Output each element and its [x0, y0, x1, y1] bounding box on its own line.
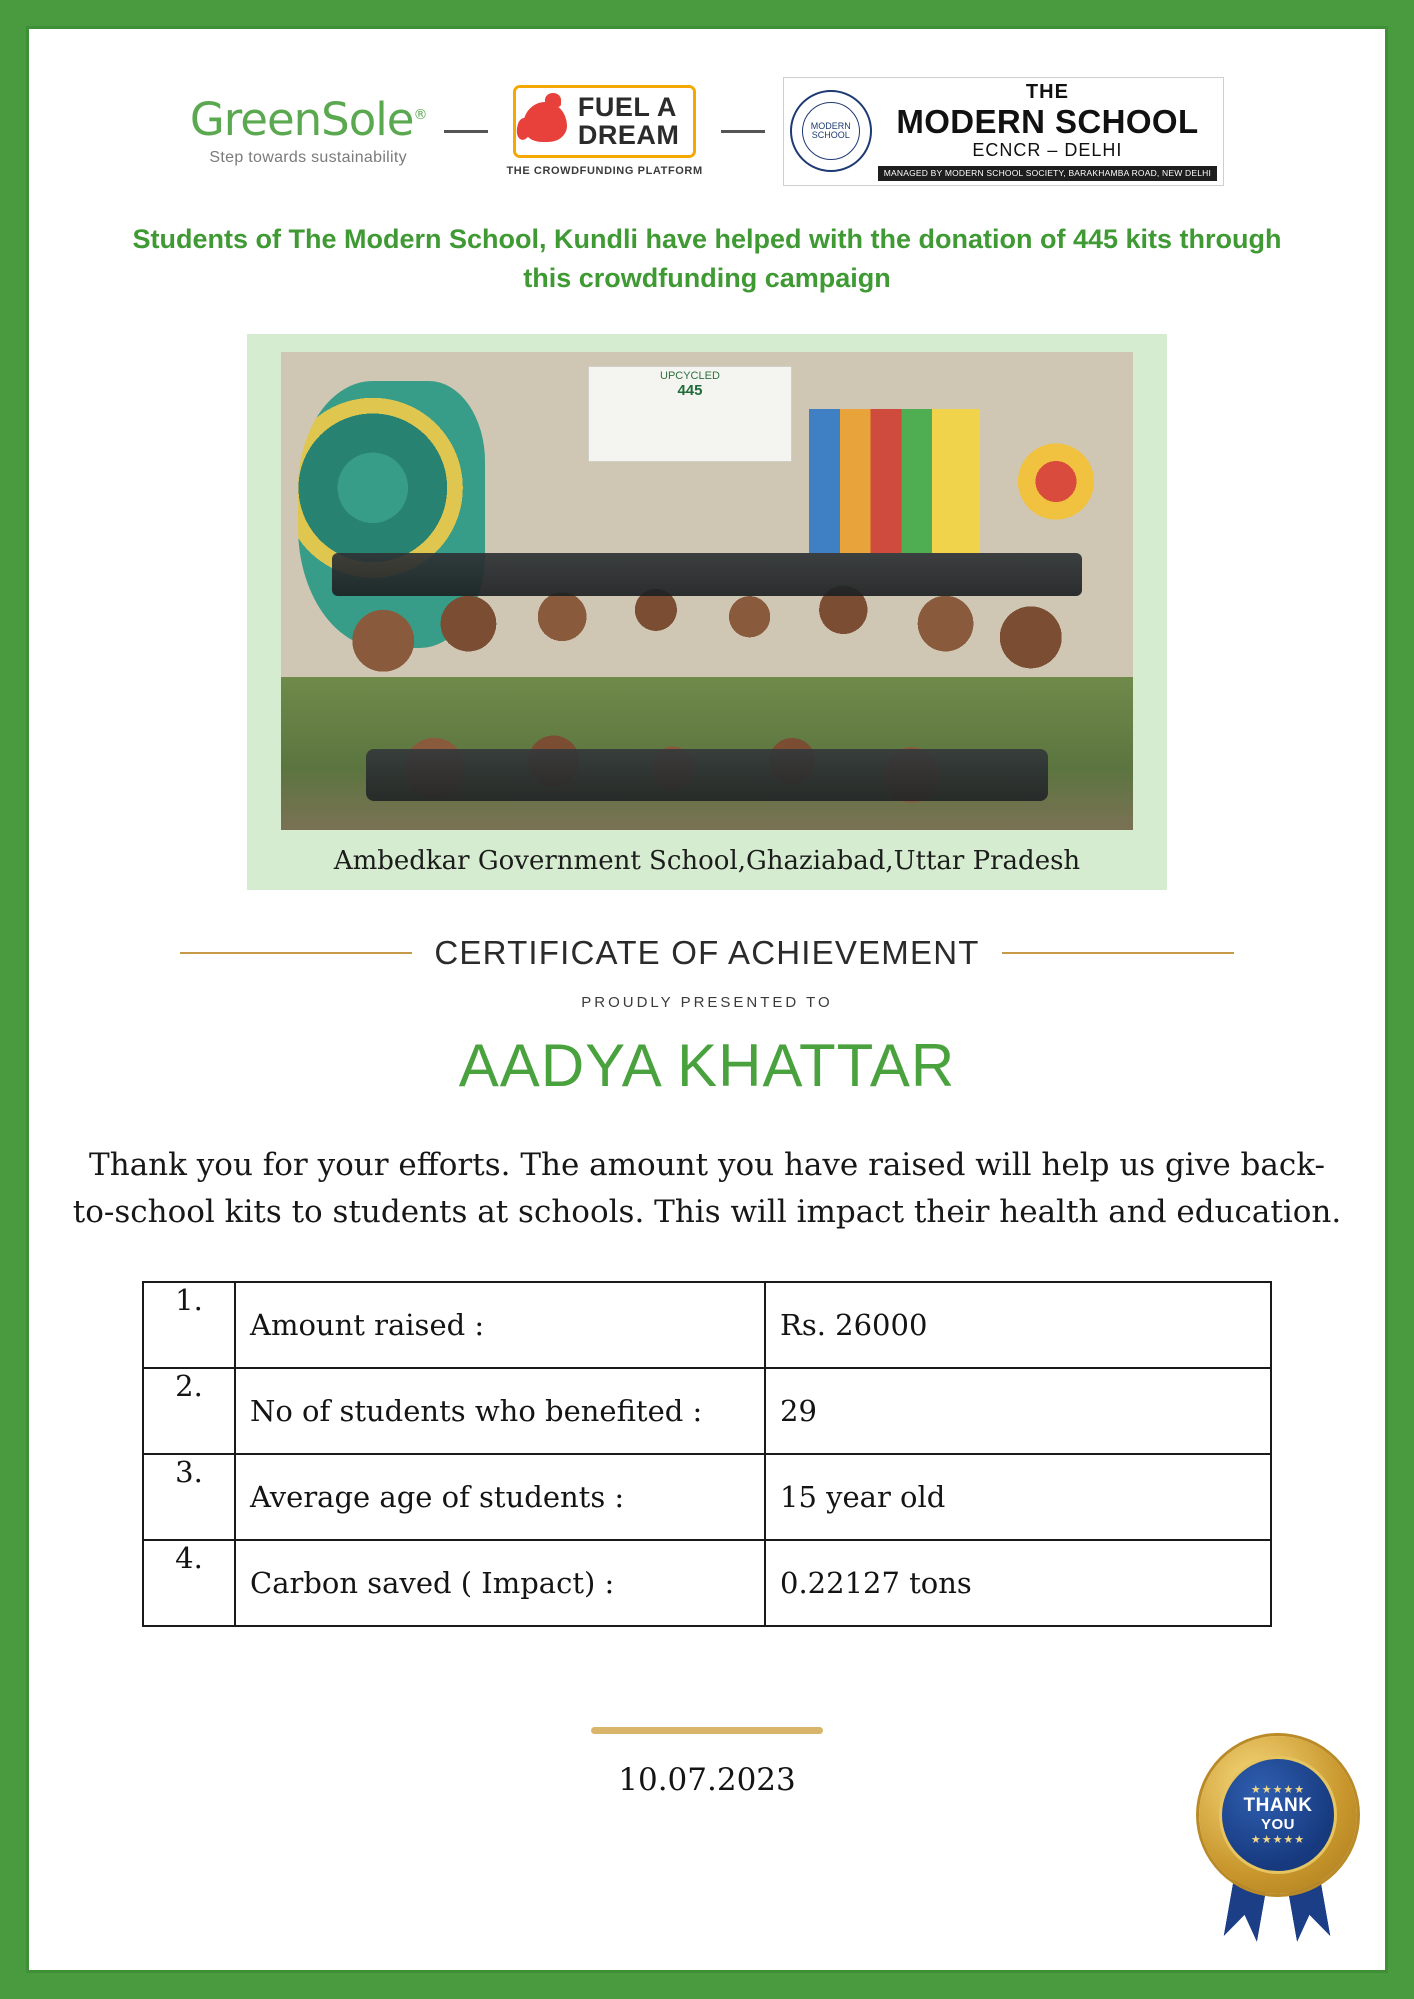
table-row — [143, 1368, 1271, 1454]
banner-upcycled-label: UPCYCLED — [660, 370, 720, 383]
row-number: 1. — [143, 1282, 235, 1368]
row-value: 15 year old — [765, 1454, 1271, 1540]
row-label: Carbon saved ( Impact) : — [235, 1540, 765, 1626]
table-row — [143, 1282, 1271, 1368]
row-label: No of students who benefited : — [235, 1368, 765, 1454]
seal-disc-icon — [1199, 1736, 1357, 1894]
row-value: Rs. 26000 — [765, 1282, 1271, 1368]
row-label: Amount raised : — [235, 1282, 765, 1368]
row-value: 0.22127 tons — [765, 1540, 1271, 1626]
table-row — [143, 1454, 1271, 1540]
modern-school-line-2: MODERN SCHOOL — [896, 102, 1199, 140]
campaign-photo — [281, 352, 1133, 830]
divider-dash-1 — [444, 130, 488, 133]
thanks-message: Thank you for your efforts. The amount you have raised will help us give back-to-school kits to students at schools. This will impact their health and education. — [72, 1147, 1342, 1230]
seal-stars-top: ★★★★★ — [1250, 1784, 1306, 1797]
fuel-line-2: DREAM — [577, 119, 680, 150]
row-number: 4. — [143, 1540, 235, 1626]
recipient-name: AADYA KHATTAR — [458, 1032, 956, 1100]
modern-school-line-1: THE — [1025, 81, 1069, 103]
logo-row — [29, 29, 1385, 186]
fuel-a-dream-text — [574, 88, 694, 155]
modern-school-logo — [783, 77, 1224, 186]
greensole-wordmark — [189, 92, 427, 146]
seal-stars-bottom: ★★★★★ — [1250, 1833, 1306, 1846]
photo-caption: Ambedkar Government School,Ghaziabad,Uttar Pradesh — [333, 846, 1081, 877]
thank-you-seal — [1191, 1736, 1367, 1946]
registered-mark-icon: ® — [413, 106, 427, 123]
footer-divider — [591, 1727, 823, 1734]
crest-text: MODERN SCHOOL — [810, 120, 851, 141]
divider-dash-2 — [721, 130, 765, 133]
certificate-title: CERTIFICATE OF ACHIEVEMENT — [434, 934, 980, 972]
greensole-tagline: Step towards sustainability — [209, 148, 407, 166]
seal-core — [1219, 1756, 1337, 1874]
fuel-line-1: FUEL A — [577, 92, 677, 123]
modern-school-line-3: ECNCR – DELHI — [972, 140, 1123, 161]
modern-school-text — [878, 82, 1217, 181]
fuel-a-dream-box — [513, 85, 697, 158]
seal-line-1: THANK — [1243, 1795, 1313, 1817]
modern-school-line-4: MANAGED BY MODERN SCHOOL SOCIETY, BARAKHAMBA ROAD, NEW DELHI — [878, 166, 1217, 181]
row-number: 2. — [143, 1368, 235, 1454]
greensole-wordmark-text: GreenSole — [189, 92, 414, 146]
photo-panel — [247, 334, 1167, 890]
presented-to-label: PROUDLY PRESENTED TO — [581, 994, 833, 1012]
title-rule-right — [1002, 952, 1234, 954]
campaign-headline: Students of The Modern School, Kundli have helped with the donation of 445 kits through this crowdfunding campaign — [132, 223, 1282, 293]
impact-facts-table — [142, 1281, 1272, 1627]
certificate-inner-frame — [26, 26, 1388, 1973]
row-number: 3. — [143, 1454, 235, 1540]
school-crest-icon — [790, 90, 872, 172]
seal-line-2: YOU — [1260, 1816, 1295, 1834]
title-rule-left — [180, 952, 412, 954]
greensole-logo — [189, 92, 427, 166]
issue-date: 10.07.2023 — [618, 1762, 796, 1799]
fuel-subtitle: THE CROWDFUNDING PLATFORM — [506, 165, 703, 178]
banner-upcycled-value: 445 — [677, 382, 703, 400]
certificate-title-row — [29, 934, 1385, 972]
table-row — [143, 1540, 1271, 1626]
elephant-icon — [516, 88, 574, 155]
fuel-a-dream-logo — [506, 85, 702, 177]
row-value: 29 — [765, 1368, 1271, 1454]
row-label: Average age of students : — [235, 1454, 765, 1540]
impact-banner — [588, 366, 792, 462]
